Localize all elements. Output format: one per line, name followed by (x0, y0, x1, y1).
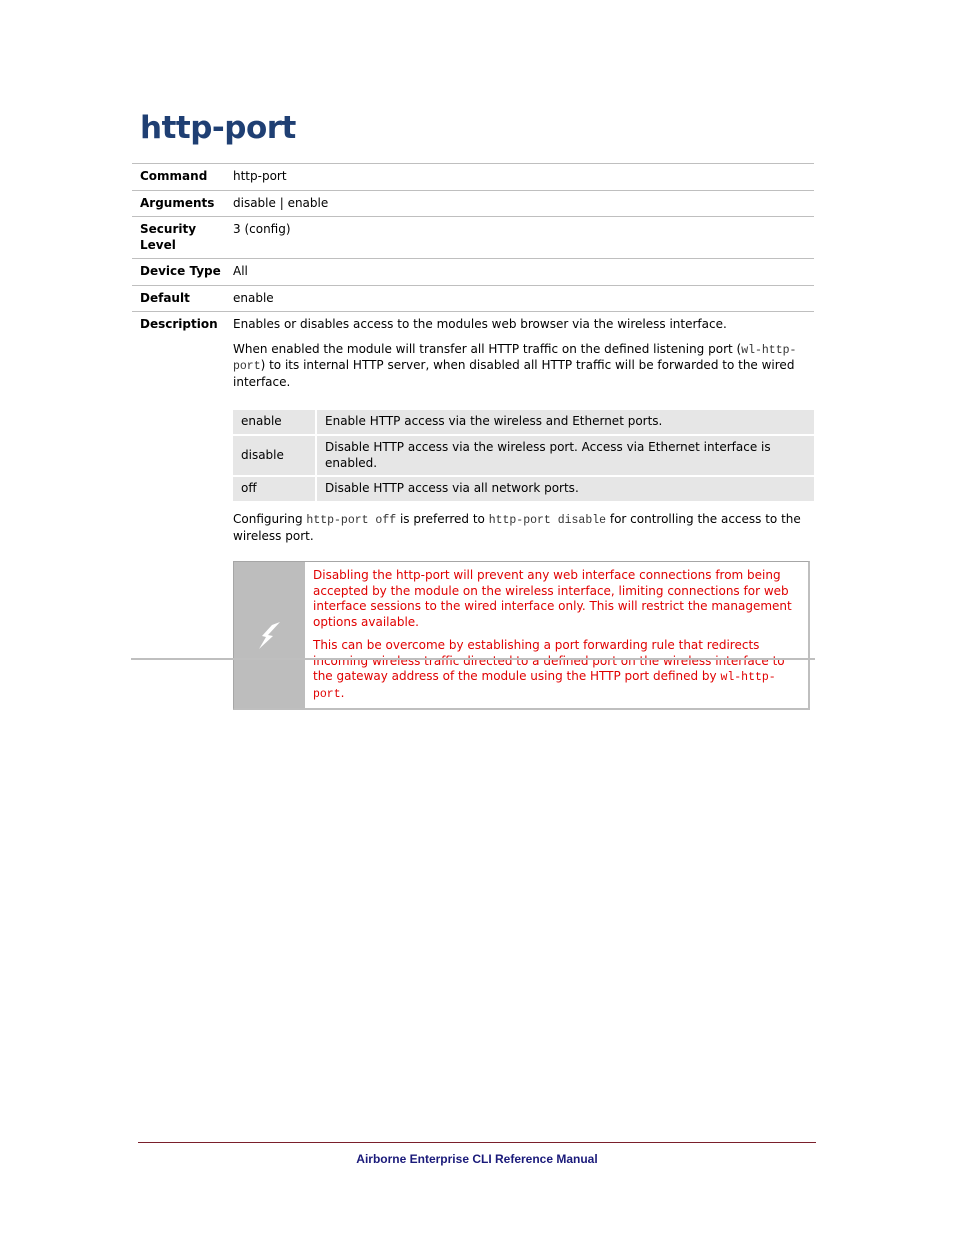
option-key: enable (233, 410, 317, 434)
description-paragraph (233, 342, 814, 391)
description-paragraph (233, 512, 814, 544)
row-value: enable (233, 290, 274, 305)
table-row (233, 410, 814, 434)
row-label: Command (140, 169, 208, 183)
row-description (132, 312, 814, 710)
warning-text (305, 562, 808, 708)
row-label: Description (140, 317, 218, 331)
row-value: disable | enable (233, 195, 329, 210)
code-span: wl-http-port (233, 343, 797, 373)
option-desc: Disable HTTP access via all network ports. (317, 477, 814, 501)
row-value: All (233, 264, 248, 278)
table-row (233, 436, 814, 475)
text-segment: for controlling the access to the wireless port. (233, 512, 801, 543)
code-span: http-port disable (488, 514, 607, 527)
section-end-divider (131, 658, 815, 660)
warning-box (233, 561, 810, 710)
option-desc: Disable HTTP access via the wireless port. Access via Ethernet interface is enabled. (317, 436, 814, 475)
text-segment: is preferred to (396, 512, 489, 526)
row-default (132, 286, 814, 313)
lightning-bolt-icon (253, 618, 287, 652)
row-command (132, 164, 814, 191)
row-device-type (132, 259, 814, 286)
footer-title: Airborne Enterprise CLI Reference Manual (356, 1152, 598, 1166)
table-row (233, 477, 814, 501)
row-label: Default (140, 290, 190, 305)
option-key: off (233, 477, 317, 501)
description-body (233, 317, 814, 710)
warning-icon-cell (234, 562, 305, 708)
text-segment: When enabled the module will transfer all HTTP traffic on the defined listening port ( (233, 341, 742, 356)
warning-paragraph: Disabling the http-port will prevent any web interface connections from being accepted by the module on the wireless interface, limiting connections for web interface sessions to the wired interface only. This will restrict the management options available. (313, 568, 792, 629)
option-desc: Enable HTTP access via the wireless and Ethernet ports. (317, 410, 814, 434)
footer-divider (138, 1142, 816, 1143)
row-label: Arguments (140, 195, 215, 210)
page-title: http-port (140, 110, 296, 146)
row-security-level (132, 217, 814, 259)
command-reference-table (132, 163, 814, 710)
description-paragraph: Enables or disables access to the modules web browser via the wireless interface. (233, 317, 727, 331)
options-table (233, 408, 814, 503)
row-label: Security Level (140, 222, 197, 252)
code-span: http-port off (306, 514, 397, 527)
row-label: Device Type (140, 264, 221, 278)
text-segment: Configuring (233, 512, 307, 526)
text-segment: This can be overcome by establishing a port forwarding rule that redirects incoming wireless traffic directed to a defined port on the wireless interface to the gateway address of the module using the HTTP port defined by (313, 638, 785, 683)
code-span: wl-http-port (313, 671, 776, 701)
text-segment: ) to its internal HTTP server, when disabled all HTTP traffic will be forwarded to the wired interface. (233, 358, 795, 389)
text-segment: . (340, 685, 345, 700)
row-value: http-port (233, 169, 287, 183)
row-value: 3 (config) (233, 222, 291, 236)
warning-paragraph (313, 638, 800, 702)
option-key: disable (233, 436, 317, 475)
row-arguments (132, 191, 814, 218)
